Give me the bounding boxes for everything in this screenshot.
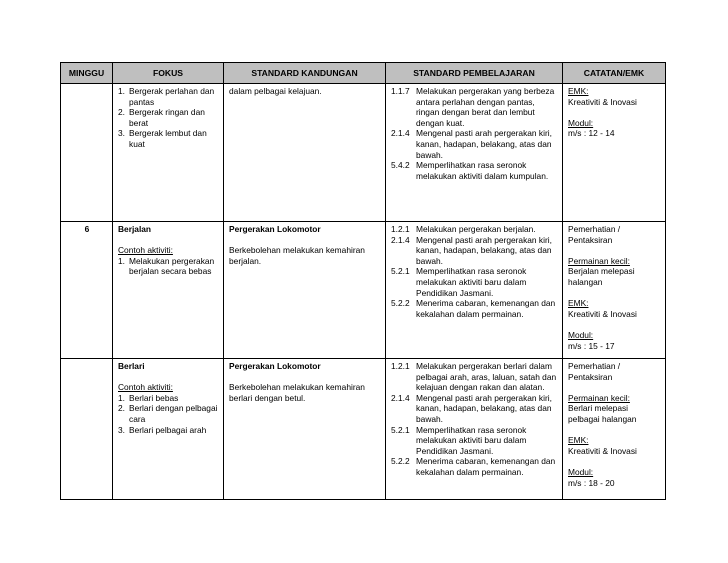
kandungan-cell	[224, 84, 386, 222]
list-item: 3. Bergerak lembut dan kuat	[118, 128, 207, 149]
pemerhatian-text: Pemerhatian / Pentaksiran	[568, 224, 621, 245]
kandungan-text: Berkebolehan melakukan kemahiran berjalan.	[229, 245, 365, 266]
kandungan-cell	[224, 222, 386, 359]
list-item: 1.2.1 Melakukan pergerakan berlari dalam pelbagai arah, aras, laluan, satah dan kelajuan dengan rakan dan alatan.	[391, 361, 557, 393]
pembelajaran-cell	[386, 222, 563, 359]
kandungan-title: Pergerakan Lokomotor	[229, 224, 321, 234]
list-item: 3. Berlari pelbagai arah	[118, 424, 207, 435]
modul-value: m/s : 12 - 14	[568, 128, 615, 139]
fokus-cell	[113, 84, 224, 222]
table-row	[61, 84, 666, 222]
table-row	[61, 359, 666, 500]
modul-label: Modul:	[568, 329, 594, 340]
list-item: 2. Berlari dengan pelbagai cara	[118, 403, 218, 424]
catatan-cell	[563, 222, 666, 359]
kandungan-cell	[224, 359, 386, 500]
header-standard-pembelajaran: STANDARD PEMBELAJARAN	[386, 63, 563, 84]
header-standard-kandungan: STANDARD KANDUNGAN	[224, 63, 386, 84]
pemerhatian-text: Pemerhatian / Pentaksiran	[568, 361, 621, 382]
table-row	[61, 222, 666, 359]
pembelajaran-cell	[386, 359, 563, 500]
kandungan-text: Berkebolehan melakukan kemahiran berlari dengan betul.	[229, 382, 365, 403]
kandungan-text: dalam pelbagai kelajuan.	[229, 86, 322, 96]
pembelajaran-cell	[386, 84, 563, 222]
list-item: 5.4.2 Memperlihatkan rasa seronok melakukan aktiviti dalam kumpulan.	[391, 160, 549, 181]
permainan-label: Permainan kecil:	[568, 255, 630, 266]
permainan-label: Permainan kecil:	[568, 392, 630, 403]
list-item: 2.1.4 Mengenal pasti arah pergerakan kiri, kanan, hadapan, belakang, atas dan bawah.	[391, 392, 552, 424]
list-item: 2.1.4 Mengenal pasti arah pergerakan kiri, kanan, hadapan, belakang, atas dan bawah.	[391, 128, 552, 160]
list-item: 5.2.1 Memperlihatkan rasa seronok melakukan aktiviti baru dalam Pendidikan Jasmani.	[391, 266, 527, 298]
fokus-cell	[113, 222, 224, 359]
header-fokus: FOKUS	[113, 63, 224, 84]
emk-label: EMK:	[568, 435, 589, 446]
header-catatan: CATATAN/EMK	[563, 63, 666, 84]
catatan-cell	[563, 359, 666, 500]
emk-label: EMK:	[568, 86, 589, 96]
list-item: 2. Bergerak ringan dan berat	[118, 107, 205, 128]
list-item: 5.2.1 Memperlihatkan rasa seronok melakukan aktiviti baru dalam Pendidikan Jasmani.	[391, 424, 527, 456]
week-cell	[61, 359, 113, 500]
list-item: 1.1.7 Melakukan pergerakan yang berbeza antara perlahan dengan pantas, ringan dengan berat dan lembut dengan kuat.	[391, 86, 555, 128]
list-item: 1. Berlari bebas	[118, 392, 179, 403]
permainan-value: Berjalan melepasi halangan	[568, 266, 635, 287]
list-item: 5.2.2 Menerima cabaran, kemenangan dan kekalahan dalam permainan.	[391, 298, 556, 319]
week-cell	[61, 84, 113, 222]
week-cell: 6	[61, 222, 113, 359]
list-item: 1.2.1 Melakukan pergerakan berjalan.	[391, 224, 536, 234]
contoh-aktiviti-label: Contoh aktiviti:	[118, 382, 173, 393]
header-minggu: MINGGU	[61, 63, 113, 84]
list-item: 2.1.4 Mengenal pasti arah pergerakan kiri, kanan, hadapan, belakang, atas dan bawah.	[391, 234, 552, 266]
list-item: 1. Melakukan pergerakan berjalan secara bebas	[118, 255, 215, 277]
emk-value: Kreativiti & Inovasi	[568, 96, 637, 107]
permainan-value: Berlari melepasi pelbagai halangan	[568, 403, 637, 424]
catatan-cell	[563, 84, 666, 222]
fokus-title: Berlari	[118, 361, 145, 371]
modul-label: Modul:	[568, 117, 594, 128]
list-item: 5.2.2 Menerima cabaran, kemenangan dan kekalahan dalam permainan.	[391, 456, 556, 477]
emk-value: Kreativiti & Inovasi	[568, 308, 637, 319]
header-row	[61, 63, 666, 84]
modul-label: Modul:	[568, 466, 594, 477]
kandungan-title: Pergerakan Lokomotor	[229, 361, 321, 371]
fokus-title: Berjalan	[118, 224, 152, 234]
emk-label: EMK:	[568, 298, 589, 309]
modul-value: m/s : 18 - 20	[568, 477, 615, 488]
lesson-plan-table	[60, 62, 666, 500]
modul-value: m/s : 15 - 17	[568, 340, 615, 351]
fokus-cell	[113, 359, 224, 500]
contoh-aktiviti-label: Contoh aktiviti:	[118, 245, 173, 256]
list-item: 1. Bergerak perlahan dan pantas	[118, 86, 215, 107]
emk-value: Kreativiti & Inovasi	[568, 445, 637, 456]
